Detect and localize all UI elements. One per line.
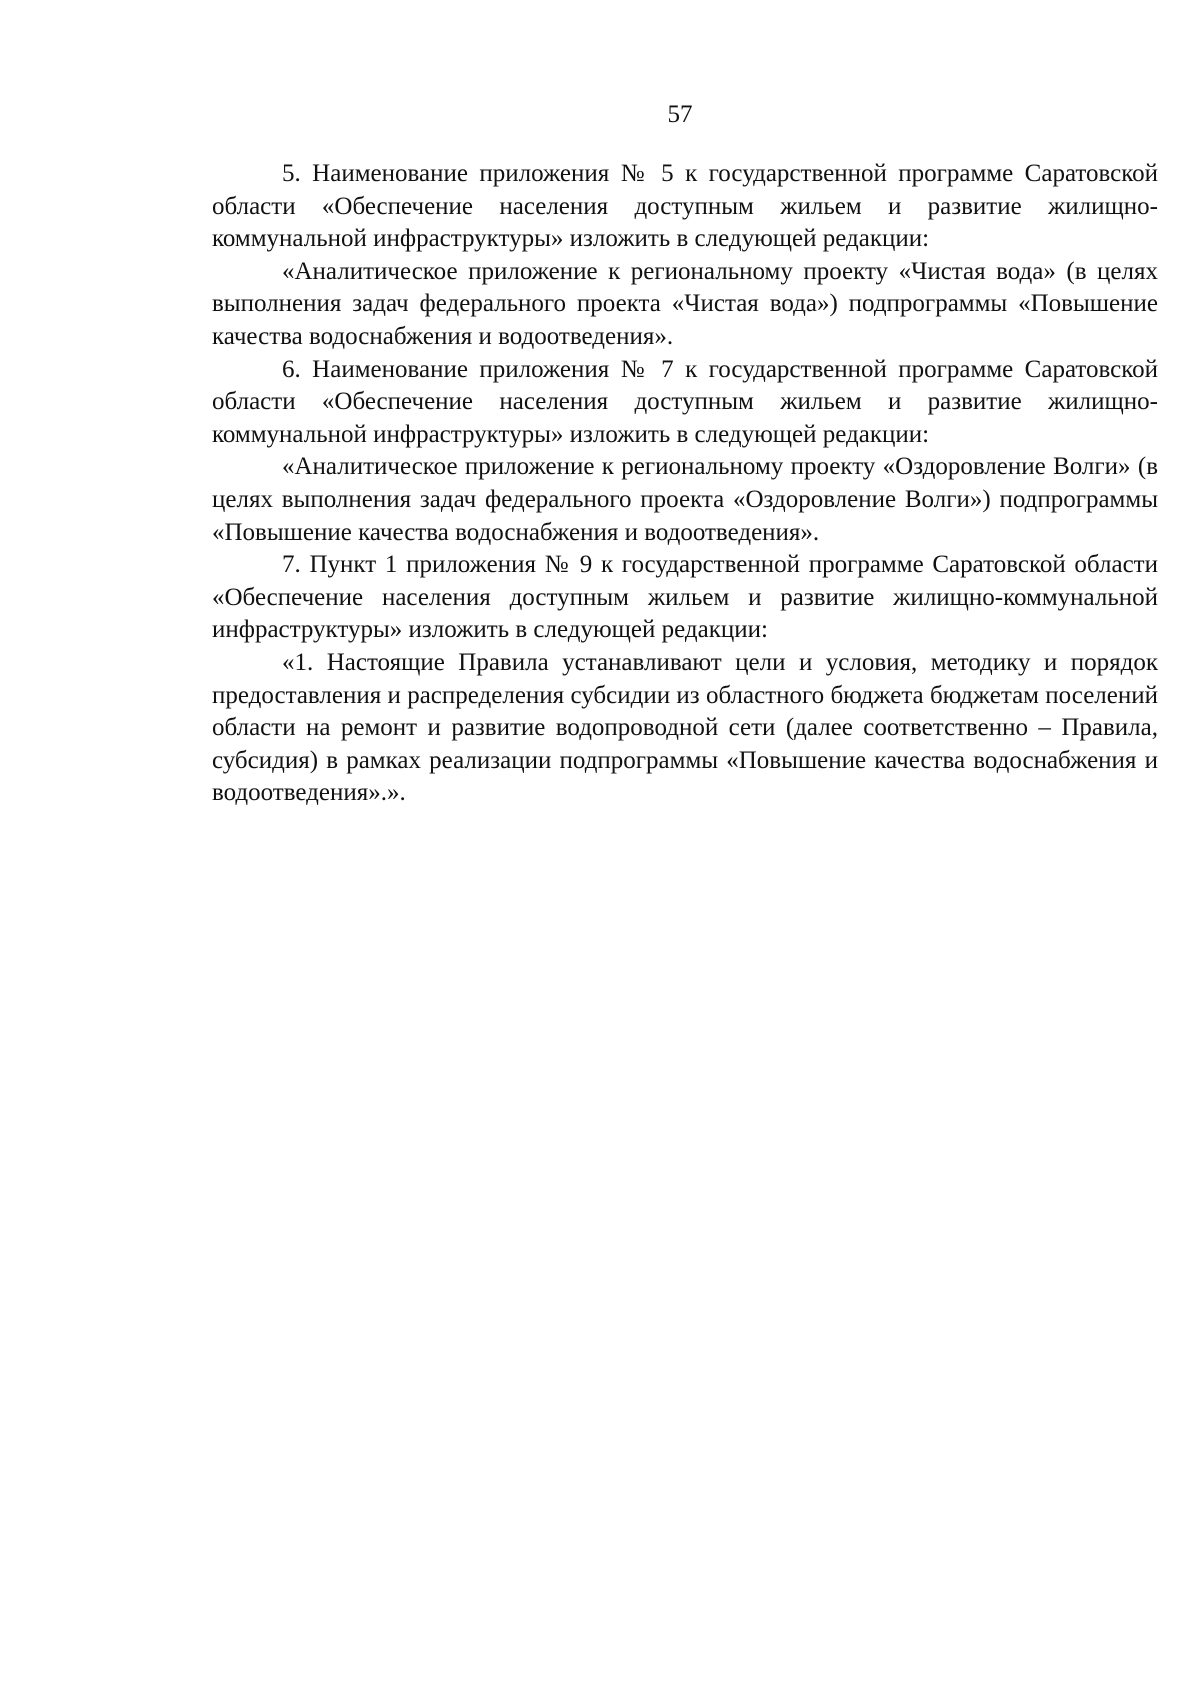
paragraph-item-7: 7. Пункт 1 приложения № 9 к государственной программе Саратовской области «Обеспечение населения доступным жильем и развитие жилищно-коммунальной инфраструктуры» изложить в следующей редакции: xyxy=(212,551,1158,644)
paragraph-quote-5: «Аналитическое приложение к региональному проекту «Чистая вода» (в целях выполнения задач федерального проекта «Чистая вода») подпрограммы «Повышение качества водоснабжения и водоотведения». xyxy=(212,257,1158,350)
document-body xyxy=(212,158,1158,810)
paragraph-quote-7: «1. Настоящие Правила устанавливают цели и условия, методику и порядок предоставления и распределения субсидии из областного бюджета бюджетам поселений области на ремонт и развитие водопроводной сети (далее соответственно – Правила, субсидия) в рамках реализации подпрограммы «Повышение качества водоснабжения и водоотведения».». xyxy=(212,648,1158,807)
paragraph-quote-6: «Аналитическое приложение к региональному проекту «Оздоровление Волги» (в целях выполнения задач федерального проекта «Оздоровление Волги») подпрограммы «Повышение качества водоснабжения и водоотведения». xyxy=(212,453,1158,546)
paragraph-item-6: 6. Наименование приложения № 7 к государственной программе Саратовской области «Обеспечение населения доступным жильем и развитие жилищно-коммунальной инфраструктуры» изложить в следующей редакции: xyxy=(212,355,1158,448)
paragraph-item-5: 5. Наименование приложения № 5 к государственной программе Саратовской области «Обеспечение населения доступным жильем и развитие жилищно-коммунальной инфраструктуры» изложить в следующей редакции: xyxy=(212,160,1158,253)
page-number: 57 xyxy=(667,101,693,128)
